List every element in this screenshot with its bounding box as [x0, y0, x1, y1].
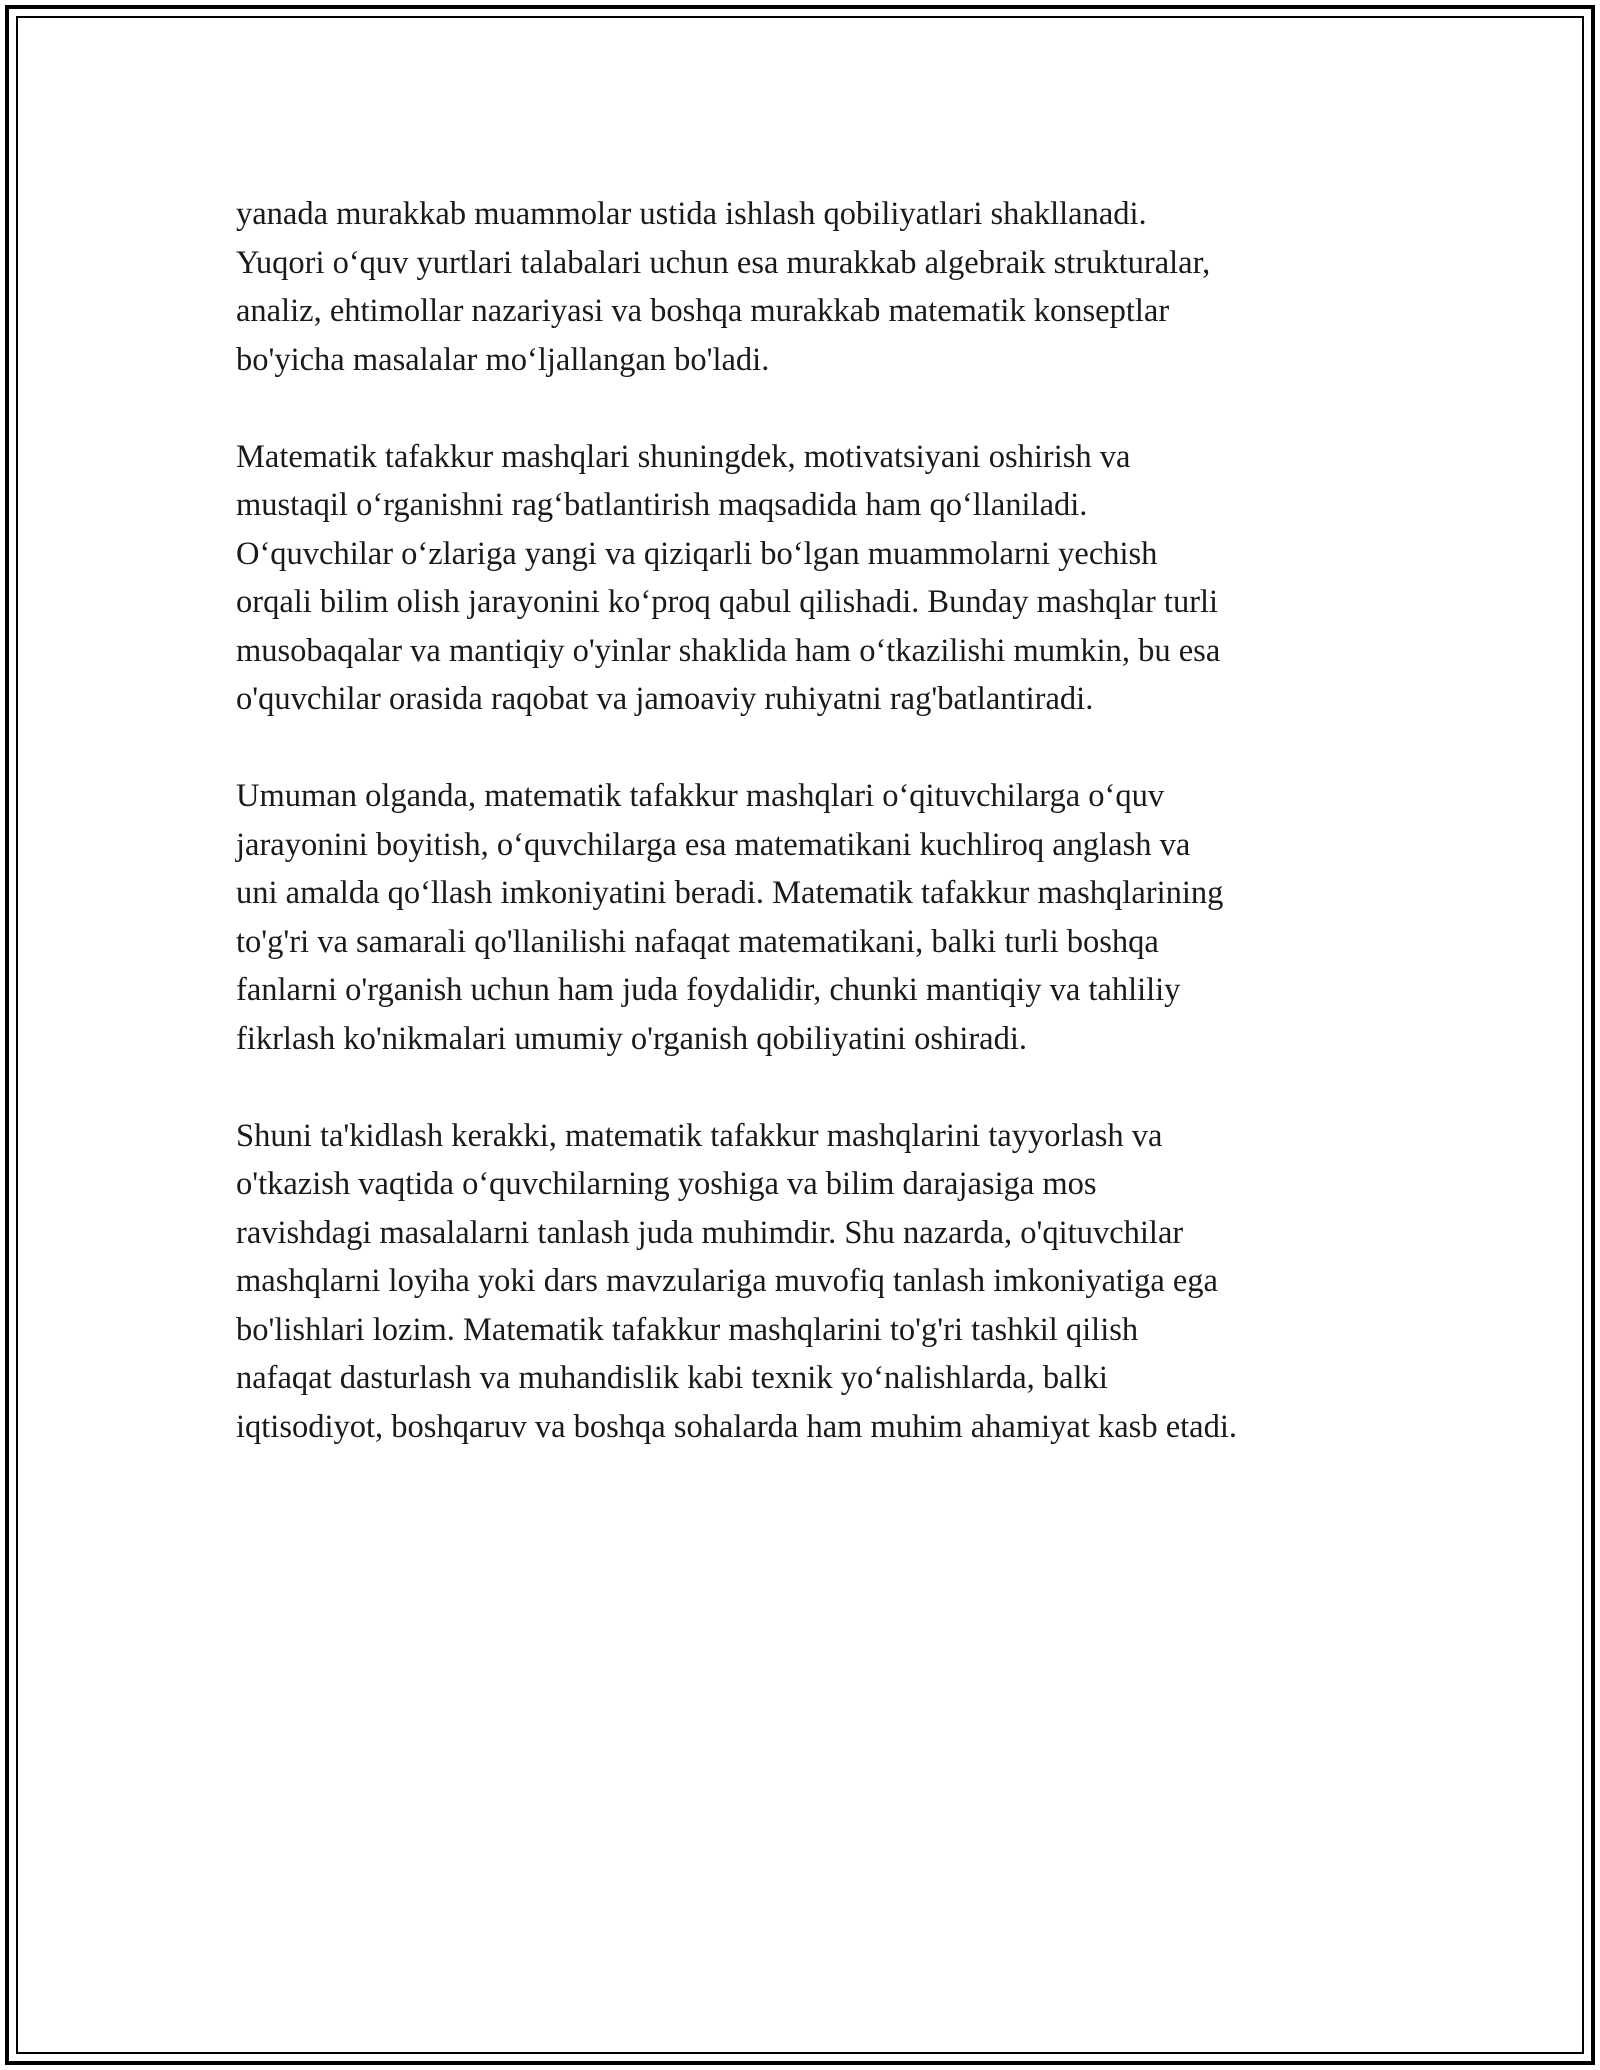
- text-line: mashqlarni loyiha yoki dars mavzulariga muvofiq tanlash imkoniyatiga ega: [236, 1263, 1218, 1299]
- text-line: O‘quvchilar o‘zlariga yangi va qiziqarli bo‘lgan muammolarni yechish: [236, 535, 1158, 572]
- paragraph-4: [236, 1112, 1376, 1452]
- text-line: o'tkazish vaqtida o‘quvchilarning yoshiga va bilim darajasiga mos: [236, 1166, 1097, 1202]
- text-line: fikrlash ko'nikmalari umumiy o'rganish qobiliyatini oshiradi.: [236, 1020, 1028, 1057]
- paragraph-1: [236, 190, 1376, 384]
- text-line: analiz, ehtimollar nazariyasi va boshqa murakkab matematik konseptlar: [236, 293, 1170, 329]
- text-line: Matematik tafakkur mashqlari shuningdek, motivatsiyani oshirish va: [236, 438, 1131, 475]
- text-line: Shuni ta'kidlash kerakki, matematik tafakkur mashqlarini tayyorlash va: [236, 1117, 1163, 1154]
- text-line: yanada murakkab muammolar ustida ishlash qobiliyatlari shakllanadi.: [236, 196, 1147, 232]
- text-line: orqali bilim olish jarayonini ko‘proq qabul qilishadi. Bunday mashqlar turli: [236, 584, 1219, 620]
- text-line: ravishdagi masalalarni tanlash juda muhimdir. Shu nazarda, o'qituvchilar: [236, 1214, 1184, 1251]
- paragraph-2: [236, 433, 1376, 724]
- text-line: uni amalda qo‘llash imkoniyatini beradi. Matematik tafakkur mashqlarining: [236, 875, 1224, 911]
- text-line: bo'yicha masalalar mo‘ljallangan bo'ladi.: [236, 341, 770, 378]
- text-line: iqtisodiyot, boshqaruv va boshqa sohalarda ham muhim ahamiyat kasb etadi.: [236, 1408, 1237, 1445]
- text-line: jarayonini boyitish, o‘quvchilarga esa matematikani kuchliroq anglash va: [236, 826, 1191, 863]
- text-line: fanlarni o'rganish uchun ham juda foydalidir, chunki mantiqiy va tahliliy: [236, 972, 1181, 1008]
- paragraph-3: [236, 772, 1376, 1063]
- text-line: Umuman olganda, matematik tafakkur mashqlari o‘qituvchilarga o‘quv: [236, 778, 1165, 814]
- text-line: musobaqalar va mantiqiy o'yinlar shaklida ham o‘tkazilishi mumkin, bu esa: [236, 632, 1221, 669]
- text-line: bo'lishlari lozim. Matematik tafakkur mashqlarini to'g'ri tashkil qilish: [236, 1311, 1139, 1348]
- text-line: nafaqat dasturlash va muhandislik kabi texnik yo‘nalishlarda, balki: [236, 1360, 1108, 1396]
- document-body: [236, 190, 1376, 1500]
- text-line: to'g'ri va samarali qo'llanilishi nafaqat matematikani, balki turli boshqa: [236, 923, 1159, 960]
- text-line: o'quvchilar orasida raqobat va jamoaviy ruhiyatni rag'batlantiradi.: [236, 681, 1094, 717]
- text-line: Yuqori o‘quv yurtlari talabalari uchun esa murakkab algebraik strukturalar,: [236, 244, 1211, 281]
- text-line: mustaqil o‘rganishni rag‘batlantirish maqsadida ham qo‘llaniladi.: [236, 487, 1088, 523]
